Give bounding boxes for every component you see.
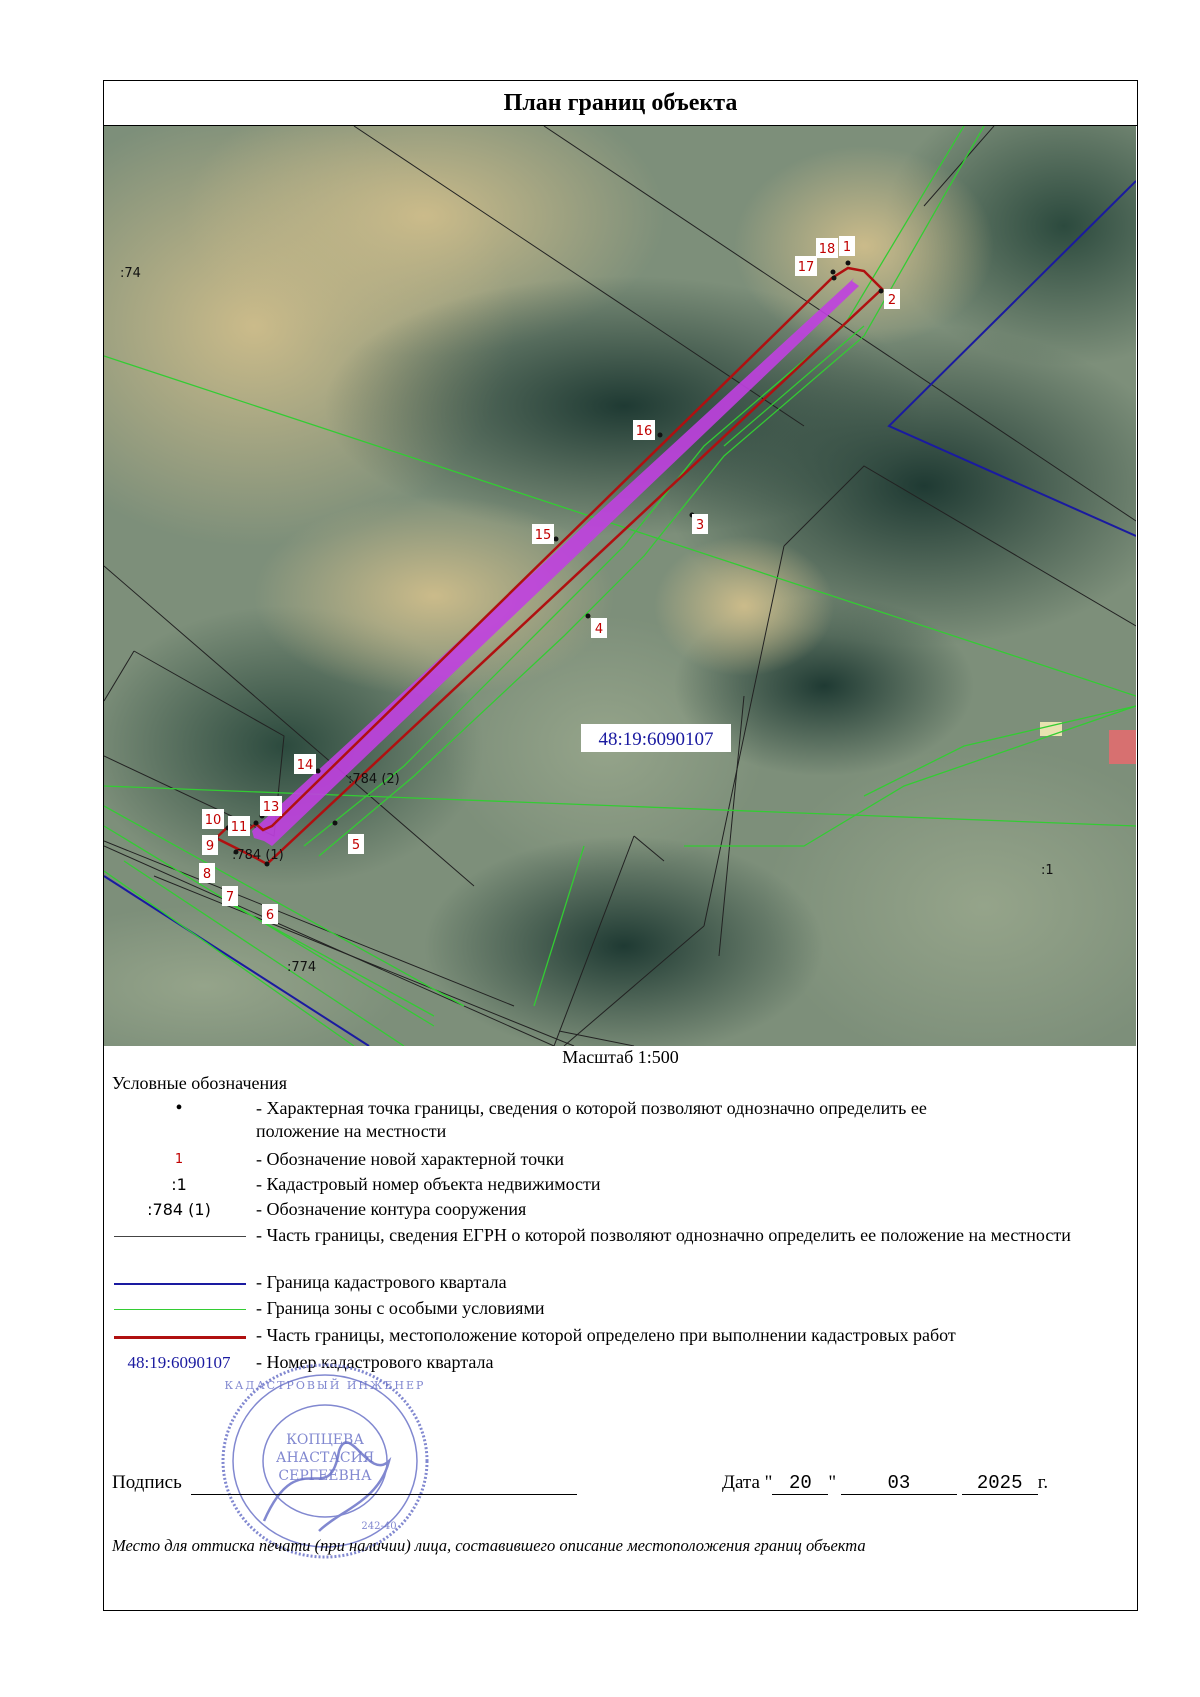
point-label-18 xyxy=(816,238,838,258)
date-quote: " xyxy=(828,1472,837,1493)
red-line-icon xyxy=(114,1336,246,1339)
svg-text:4: 4 xyxy=(594,622,604,637)
legend-heading: Условные обозначения xyxy=(112,1073,288,1093)
legend-text: - Кадастровый номер объекта недвижимости xyxy=(256,1174,601,1194)
legend-text: - Граница кадастрового квартала xyxy=(256,1272,507,1292)
point-label-5 xyxy=(348,834,364,854)
legend-text: - Часть границы, местоположение которой определено при выполнении кадастровых работ xyxy=(256,1325,956,1345)
legend-text: - Часть границы, сведения ЕГРН о которой позволяют однозначно определить ее положение на местности xyxy=(256,1225,1071,1245)
svg-text:1: 1 xyxy=(842,240,852,255)
point-label-11 xyxy=(228,816,250,836)
svg-text:11: 11 xyxy=(230,820,248,835)
signature-line xyxy=(191,1472,577,1495)
svg-text:17: 17 xyxy=(797,260,815,275)
quarter-number-label xyxy=(581,724,731,752)
point-label-15 xyxy=(532,524,554,544)
svg-text:10: 10 xyxy=(204,813,222,828)
signature-row xyxy=(112,1472,1048,1495)
quarter-number-symbol: 48:19:6090107 xyxy=(127,1353,231,1372)
contour-symbol: :784 (1) xyxy=(147,1200,211,1219)
stamp-place-note: Место для оттиска печати (при наличии) лица, составившего описание местоположения границ объекта xyxy=(112,1536,866,1555)
document-title: План границ объекта xyxy=(104,81,1137,126)
date-year: 2025 xyxy=(962,1472,1038,1495)
signature-label: Подпись xyxy=(112,1472,182,1493)
legend-text: - Характерная точка границы, сведения о которой позволяют однозначно определить ее положение на местности xyxy=(256,1098,927,1141)
legend-item-egrn-boundary xyxy=(104,1224,1134,1270)
svg-text:14: 14 xyxy=(296,758,314,773)
point-label-4 xyxy=(591,618,607,638)
svg-text:48:19:6090107: 48:19:6090107 xyxy=(598,729,714,750)
legend-text: - Обозначение новой характерной точки xyxy=(256,1149,565,1169)
svg-text:8: 8 xyxy=(202,867,212,882)
svg-text:13: 13 xyxy=(262,800,280,815)
contour-label-784-2: :784 (2) xyxy=(348,772,400,787)
point-label-8 xyxy=(199,863,215,883)
point-label-6 xyxy=(262,904,278,924)
svg-text:9: 9 xyxy=(205,839,215,854)
legend-item-point xyxy=(104,1097,1134,1143)
contour-label-784-1: :784 (1) xyxy=(232,848,284,863)
svg-text:15: 15 xyxy=(534,528,552,543)
point-symbol-icon: • xyxy=(175,1097,183,1119)
svg-text:6: 6 xyxy=(265,908,275,923)
point-label-2 xyxy=(884,289,900,309)
point-label-7 xyxy=(222,886,238,906)
new-point-symbol: 1 xyxy=(174,1152,184,1167)
point-label-17 xyxy=(795,256,817,276)
svg-text:7: 7 xyxy=(225,890,235,905)
date-year-suffix: г. xyxy=(1037,1472,1049,1493)
point-label-10 xyxy=(202,809,224,829)
black-line-icon xyxy=(114,1236,246,1237)
document-frame xyxy=(103,80,1138,1611)
map-svg xyxy=(104,126,1136,1046)
blue-line-icon xyxy=(114,1283,246,1285)
red-roof xyxy=(1109,730,1136,764)
svg-text:16: 16 xyxy=(635,424,653,439)
svg-text:3: 3 xyxy=(695,518,705,533)
date-label: Дата " xyxy=(722,1472,773,1493)
point-label-13 xyxy=(260,796,282,816)
point-label-9 xyxy=(202,835,218,855)
seal-stamp xyxy=(219,1361,431,1561)
svg-text:18: 18 xyxy=(818,242,836,257)
legend-text: - Граница зоны с особыми условиями xyxy=(256,1298,545,1318)
svg-text:5: 5 xyxy=(351,838,361,853)
date-day: 20 xyxy=(772,1472,828,1495)
svg-text:2: 2 xyxy=(887,293,897,308)
cadastral-label-1: :1 xyxy=(1041,863,1054,878)
cadastral-label-774: :774 xyxy=(287,960,317,975)
cadastral-map xyxy=(104,126,1136,1046)
svg-text:КАДАСТРОВЫЙ ИНЖЕНЕР: КАДАСТРОВЫЙ ИНЖЕНЕР xyxy=(224,1379,426,1392)
svg-text:242-40: 242-40 xyxy=(361,1521,397,1532)
svg-text:КОПЦЕВА: КОПЦЕВА xyxy=(286,1432,364,1448)
point-label-1 xyxy=(839,236,855,256)
cadastral-label-74: :74 xyxy=(120,266,141,281)
legend-text: - Обозначение контура сооружения xyxy=(256,1199,527,1219)
legend-text: - Номер кадастрового квартала xyxy=(256,1352,494,1372)
green-line-icon xyxy=(114,1309,246,1310)
date-month: 03 xyxy=(841,1472,957,1495)
svg-text:АНАСТАСИЯ: АНАСТАСИЯ xyxy=(275,1450,375,1466)
point-label-14 xyxy=(294,754,316,774)
cadastral-number-symbol: :1 xyxy=(171,1175,187,1194)
point-label-16 xyxy=(633,420,655,440)
point-label-3 xyxy=(692,514,708,534)
svg-text:СЕРГЕЕВНА: СЕРГЕЕВНА xyxy=(278,1468,372,1484)
map-scale: Масштаб 1:500 xyxy=(562,1047,679,1067)
